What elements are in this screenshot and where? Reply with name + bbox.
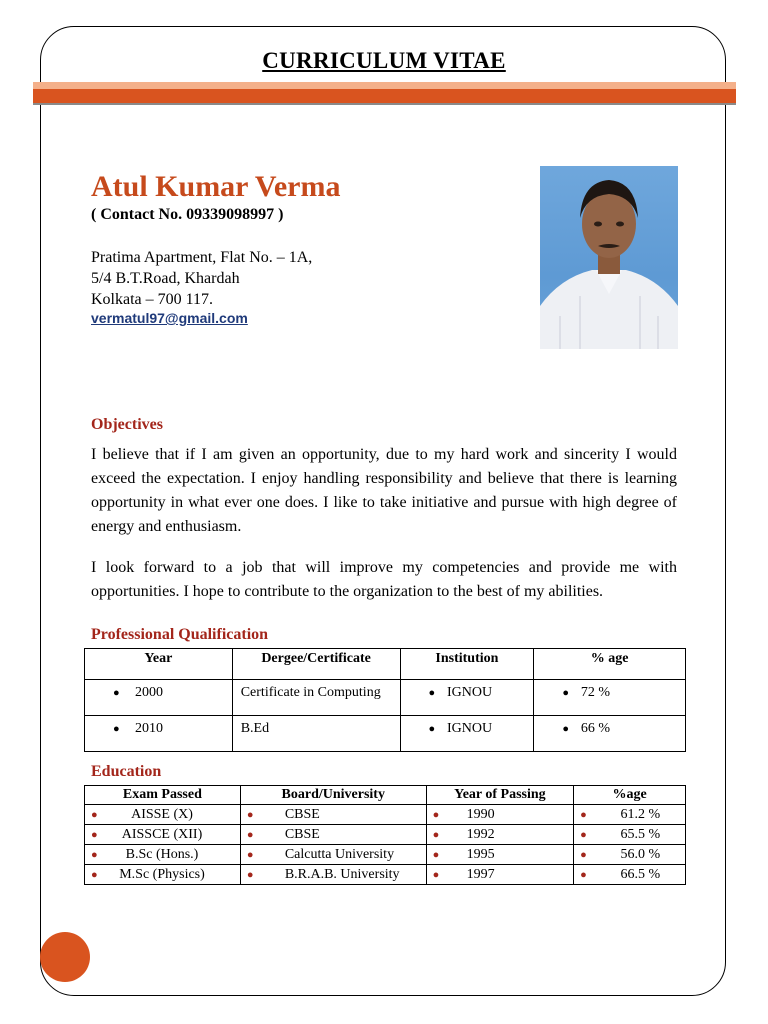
cell-text: 1992 bbox=[466, 826, 495, 842]
cell-text: 1997 bbox=[466, 866, 495, 882]
table-cell bbox=[534, 716, 686, 752]
table-cell bbox=[85, 680, 233, 716]
cell-text: Calcutta University bbox=[284, 846, 395, 862]
column-header: Exam Passed bbox=[85, 786, 241, 805]
cell-text: IGNOU bbox=[447, 721, 493, 736]
column-header: % age bbox=[534, 649, 686, 680]
bullet-icon: ● bbox=[432, 828, 440, 841]
bullet-icon: ● bbox=[246, 848, 254, 861]
header-band-shadow bbox=[33, 103, 736, 105]
header-band-accent bbox=[33, 89, 736, 103]
table-cell bbox=[574, 825, 686, 845]
table-cell bbox=[232, 680, 400, 716]
table-row bbox=[85, 865, 686, 885]
bullet-icon: ● bbox=[113, 723, 120, 735]
professional-qualification-heading: Professional Qualification bbox=[91, 626, 269, 643]
table-cell bbox=[534, 680, 686, 716]
cell-text: AISSE (X) bbox=[131, 806, 193, 822]
cell-text: 66 % bbox=[580, 721, 610, 736]
document-title: CURRICULUM VITAE bbox=[262, 48, 506, 73]
table-cell bbox=[85, 805, 241, 825]
cell-text: 2010 bbox=[135, 721, 163, 736]
table-cell bbox=[85, 716, 233, 752]
table-cell bbox=[85, 845, 241, 865]
bullet-icon: ● bbox=[580, 848, 587, 861]
bullet-icon: ● bbox=[562, 723, 569, 735]
column-header: Year bbox=[85, 649, 233, 680]
table-cell bbox=[85, 825, 241, 845]
table-cell bbox=[232, 716, 400, 752]
bullet-icon: ● bbox=[580, 828, 587, 841]
bullet-icon: ● bbox=[432, 848, 440, 861]
table-cell bbox=[426, 805, 573, 825]
table-cell bbox=[574, 845, 686, 865]
table-row bbox=[85, 825, 686, 845]
objectives-paragraph-1: I believe that if I am given an opportunity, due to my hard work and sincerity I would exceed the expectation. I enjoy handling responsibility and believe that there is learning opportunity in what ever one does. I like to take initiative and pursue with high degree of energy and enthusiasm. bbox=[91, 446, 677, 535]
cell-text: M.Sc (Physics) bbox=[119, 866, 205, 882]
table-cell bbox=[85, 865, 241, 885]
table-cell bbox=[574, 865, 686, 885]
table-row bbox=[85, 845, 686, 865]
table-header-row bbox=[85, 649, 686, 680]
education-heading: Education bbox=[91, 763, 162, 780]
bullet-icon: ● bbox=[562, 687, 569, 699]
profile-photo bbox=[540, 166, 678, 349]
objectives-heading: Objectives bbox=[91, 416, 163, 433]
bullet-icon: ● bbox=[113, 687, 120, 699]
column-header: Institution bbox=[400, 649, 534, 680]
cell-text: 56.0 % bbox=[620, 846, 661, 862]
bullet-icon: ● bbox=[580, 868, 587, 881]
bullet-icon: ● bbox=[428, 723, 436, 735]
cell-text: 66.5 % bbox=[620, 866, 661, 882]
table-row bbox=[85, 680, 686, 716]
column-header: Dergee/Certificate bbox=[232, 649, 400, 680]
bullet-icon: ● bbox=[428, 687, 436, 699]
cell-text: CBSE bbox=[284, 806, 320, 822]
cell-text: 61.2 % bbox=[620, 806, 661, 822]
table-cell bbox=[400, 716, 534, 752]
column-header: Year of Passing bbox=[426, 786, 573, 805]
table-cell bbox=[240, 825, 426, 845]
candidate-name: Atul Kumar Verma bbox=[91, 170, 341, 203]
decorative-circle bbox=[40, 932, 90, 982]
address-line-1: Pratima Apartment, Flat No. – 1A, bbox=[91, 249, 313, 266]
bullet-icon: ● bbox=[91, 808, 98, 821]
cell-text: 72 % bbox=[580, 685, 610, 700]
header-band-light bbox=[33, 82, 736, 89]
table-cell bbox=[426, 825, 573, 845]
cell-text: 1990 bbox=[466, 806, 495, 822]
cell-text: B.Ed bbox=[240, 721, 270, 736]
email-link[interactable]: vermatul97@gmail.com bbox=[91, 310, 248, 326]
column-header: Board/University bbox=[240, 786, 426, 805]
contact-number: ( Contact No. 09339098997 ) bbox=[91, 206, 284, 223]
bullet-icon: ● bbox=[432, 808, 440, 821]
table-cell bbox=[426, 865, 573, 885]
bullet-icon: ● bbox=[91, 868, 98, 881]
table-cell bbox=[426, 845, 573, 865]
table-cell bbox=[400, 680, 534, 716]
professional-qualification-table bbox=[84, 648, 686, 752]
cell-text: 2000 bbox=[135, 685, 163, 700]
objectives-paragraph-2: I look forward to a job that will improve my competencies and provide me with opportunities. I hope to contribute to the organization to the best of my abilities. bbox=[91, 559, 677, 600]
bullet-icon: ● bbox=[580, 808, 587, 821]
table-row bbox=[85, 716, 686, 752]
cell-text: CBSE bbox=[284, 826, 320, 842]
table-cell bbox=[240, 805, 426, 825]
bullet-icon: ● bbox=[91, 828, 98, 841]
address-line-3: Kolkata – 700 117. bbox=[91, 291, 214, 308]
table-cell bbox=[240, 865, 426, 885]
bullet-icon: ● bbox=[91, 848, 98, 861]
cell-text: B.Sc (Hons.) bbox=[125, 846, 199, 862]
cell-text: 1995 bbox=[466, 846, 495, 862]
cell-text: 65.5 % bbox=[620, 826, 661, 842]
table-cell bbox=[574, 805, 686, 825]
table-cell bbox=[240, 845, 426, 865]
bullet-icon: ● bbox=[246, 868, 254, 881]
table-header-row bbox=[85, 786, 686, 805]
profile-photo-illustration bbox=[540, 166, 678, 349]
address-line-2: 5/4 B.T.Road, Khardah bbox=[91, 270, 240, 287]
bullet-icon: ● bbox=[246, 828, 254, 841]
cell-text: IGNOU bbox=[447, 685, 493, 700]
bullet-icon: ● bbox=[432, 868, 440, 881]
education-table-body bbox=[85, 805, 686, 885]
cell-text: AISSCE (XII) bbox=[121, 826, 203, 842]
bullet-icon: ● bbox=[246, 808, 254, 821]
cell-text: B.R.A.B. University bbox=[284, 866, 400, 882]
education-table bbox=[84, 785, 686, 885]
table-row bbox=[85, 805, 686, 825]
cell-text: Certificate in Computing bbox=[240, 685, 381, 700]
column-header: %age bbox=[574, 786, 686, 805]
